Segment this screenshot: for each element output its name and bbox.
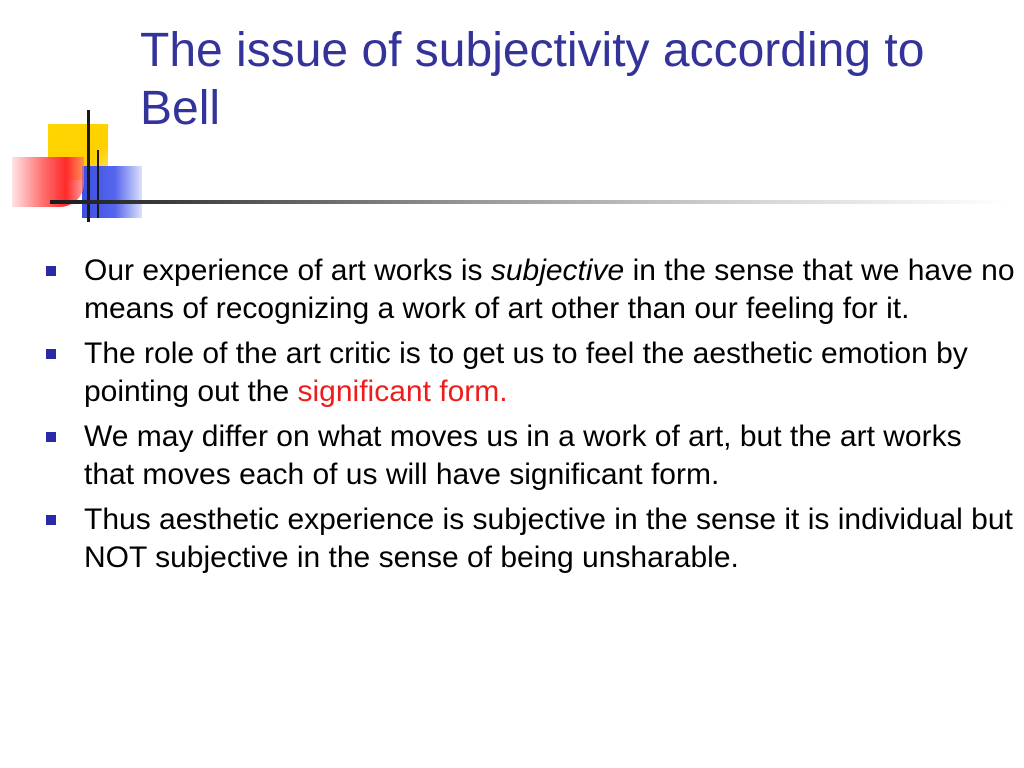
bullet-list	[46, 252, 1016, 584]
square-bullet-icon	[46, 266, 56, 276]
bullet-item-3	[46, 418, 1016, 494]
bullet-item-4	[46, 501, 1016, 577]
bullet-1-text-end: in the sense that we have no means of recognizing a work of art other than our feeling for it.	[84, 254, 1015, 325]
square-bullet-icon	[46, 515, 56, 525]
title-underline-rule	[50, 200, 1010, 204]
bullet-2-highlight: significant form.	[297, 375, 508, 408]
bullet-item-2	[46, 335, 1016, 411]
decorative-vertical-line	[87, 110, 90, 222]
slide-title: The issue of subjectivity according to Bell	[140, 24, 925, 135]
bullet-4-text: Thus aesthetic experience is subjective in the sense it is individual but NOT subjective in the sense of being unsharable.	[84, 503, 1013, 574]
square-bullet-icon	[46, 349, 56, 359]
bullet-item-1	[46, 252, 1016, 328]
bullet-1-emphasis: subjective	[490, 254, 625, 287]
bullet-3-text: We may differ on what moves us in a work of art, but the art works that moves each of us will have significant form.	[84, 420, 962, 491]
square-bullet-icon	[46, 432, 56, 442]
bullet-2-text-start: The role of the art critic is to get us to feel the aesthetic emotion by pointing out the	[84, 337, 968, 408]
decorative-blue-square	[82, 166, 142, 218]
bullet-1-text-start: Our experience of art works is	[84, 254, 491, 287]
decorative-vertical-line-short	[97, 150, 99, 218]
